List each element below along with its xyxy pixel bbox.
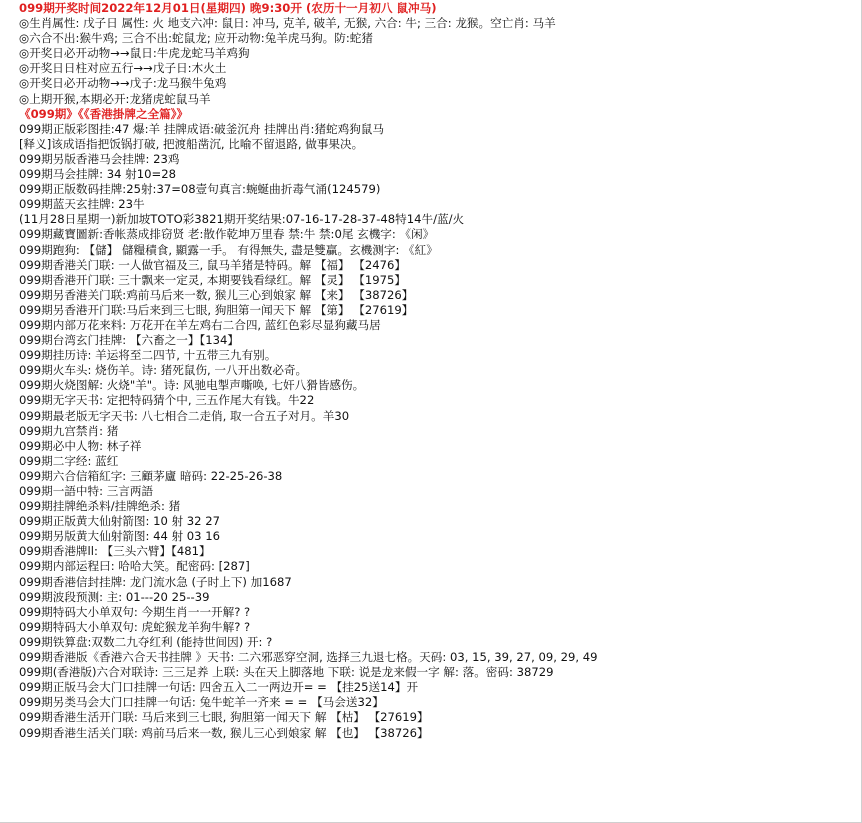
text-line: 099期一語中特: 三言两語 [19,484,154,498]
text-line: [释义]该成语指把饭锅打破, 把渡船凿沉, 比喻不留退路, 做事果决。 [19,136,364,151]
text-line: 099期波段预测: 主: 01---20 25--39 [19,589,210,604]
text-line: 099期六合信箱紅字: 三顧茅廬 暗码: 22-25-26-38 [19,468,283,483]
text-line: 099期铁算盘:双数二九夺红利 (能持世间因) 开: ? [19,634,273,649]
text-line: 099期挂牌绝杀料/挂牌绝杀: 猪 [19,499,181,514]
text-line: 099期另类马会大门口挂牌一句话: 兔牛蛇羊一齐来 = = 【马会送32】 [19,695,384,710]
text-line: 099期内部运程曰: 哈哈大笑。配密码: [287] [19,559,250,574]
text-line: 099期正版黄大仙射箭图: 10 射 32 27 [19,514,220,529]
text-line: ◎开奖日必开动物→→戊子:龙马猴牛兔鸡 [19,76,227,91]
heading-line: 099期开奖时间2022年12月01日(星期四) 晚9:30开 (农历十一月初八 鼠冲马) [19,1,437,15]
text-line: 099期马会挂牌: 34 射10=28 [19,167,176,182]
text-line: 099期特码大小单双句: 虎蛇猴龙羊狗牛解? ? [19,619,251,634]
text-line: 099期香港牌ll: 【三头六臂】【481】 [19,544,211,559]
text-line: 099期另香港关门联:鸡前马后来一数, 猴儿三心到娘家 解 【来】 【38726】 [19,287,414,302]
text-line: ◎生肖属性: 戊子日 属性: 火 地支六冲: 鼠日: 冲马, 克羊, 破羊, 无猴, 六合: 牛; 三合: 龙猴。空亡肖: 马羊 [19,16,556,31]
text-line: 099期香港生活关门联: 鸡前马后来一数, 猴儿三心到娘家 解 【也】 【38726】 [19,725,429,740]
text-line: 099期另版香港马会挂牌: 23鸡 [19,151,180,166]
text-line: 099期内部万花来料: 万花开在羊左鸡右二合四, 蓝红色彩尽显狗藏马居 [19,317,381,332]
text-line: 099期正版数码挂牌:25射:37=08壹句真言:蜿蜒曲折毒气涌(124579) [19,182,381,197]
text-line: 099期香港信封挂牌: 龙门流水急 (子时上下) 加1687 [19,574,292,589]
text-line: 099期最老版无字天书: 八七相合二走俏, 取一合五子对月。羊30 [19,408,350,423]
text-line: 099期必中人物: 林子祥 [19,438,142,453]
text-line: 099期香港版《香港六合天书挂牌 》天书: 二六邪恶穿空洞, 选择三九退七格。天码: 03, 15, 39, 27, 09, 29, 49 [19,650,598,665]
text-line: 099期火烧图解: 火烧"羊"。诗: 风驰电掣声嘶唤, 七奸八猾皆感伤。 [19,378,365,393]
text-line: 099期无字天书: 定把特码猜个中, 三五作尾大有钱。牛22 [19,393,315,408]
text-line: ◎六合不出:猴牛鸡; 三合不出:蛇鼠龙; 应开动物:兔羊虎马狗。防:蛇猪 [19,31,373,46]
text-line: 099期藏寶圖新:香帐蒸成排窃贤 老:散作乾坤万里春 禁:牛 禁:0尾 玄機字: 《闲》 [19,227,435,242]
text-line: 099期正版彩图挂:47 爆:羊 挂牌成语:破釜沉舟 挂牌出肖:猪蛇鸡狗鼠马 [19,121,385,136]
text-line: 099期二字经: 蓝红 [19,453,119,468]
text-line: ◎开奖日必开动物→→鼠日:牛虎龙蛇马羊鸡狗 [19,46,250,61]
text-line: 099期特码大小单双句: 今期生肖一一开解? ? [19,604,251,619]
text-line: 099期香港生活开门联: 马后来到三七眼, 狗胆第一闻天下 解 【枯】 【27619】 [19,710,429,725]
text-line: 099期挂历诗: 羊运将至二四节, 十五带三九有别。 [19,348,277,363]
text-line: 099期(香港版)六合对联诗: 三三足养 上联: 头在天上脚落地 下联: 说是龙来假一字 解: 落。密码: 38729 [19,665,554,680]
text-line: ◎上期开猴,本期必开:龙猪虎蛇鼠马羊 [19,91,211,106]
heading-line: 《099期》《《香港掛牌之全篇》》 [19,106,189,121]
text-line: ◎开奖日日柱对应五行→→戊子日:木火土 [19,61,227,76]
text-line: 099期九宫禁肖: 猪 [19,423,119,438]
text-line: 099期跑狗: 【儲】 儲糧積食, 顯露一手。 有得無失, 盡是雙贏。玄機测字: 《紅》 [19,242,438,257]
text-line: 099期另版黄大仙射箭图: 44 射 03 16 [19,529,220,544]
text-line: 099期香港开门联: 三十飘来一定灵, 本期要钱看绿红。解 【灵】 【1975】 [19,272,407,287]
text-lines [19,1,859,741]
text-line: 099期蓝天玄挂牌: 23牛 [19,197,145,212]
text-line: 099期台湾玄门挂牌: 【六畜之一】【134】 [19,333,239,348]
text-line: (11月28日星期一)新加坡TOTO彩3821期开奖结果:07-16-17-28-37-48特14牛/蓝/火 [19,212,465,227]
text-line: 099期另香港开门联:马后来到三七眼, 狗胆第一闻天下 解 【第】 【27619】 [19,302,414,317]
text-line: 099期香港关门联: 一人做官福及三, 鼠马羊猪是特码。解 【福】 【2476】 [19,257,407,272]
text-line: 099期火车头: 烧伤羊。诗: 猪死鼠伤, 一八开出数必奇。 [19,363,308,378]
text-line: 099期正版马会大门口挂牌一句话: 四舍五入二一两边开= = 【挂25送14】开 [19,680,419,695]
